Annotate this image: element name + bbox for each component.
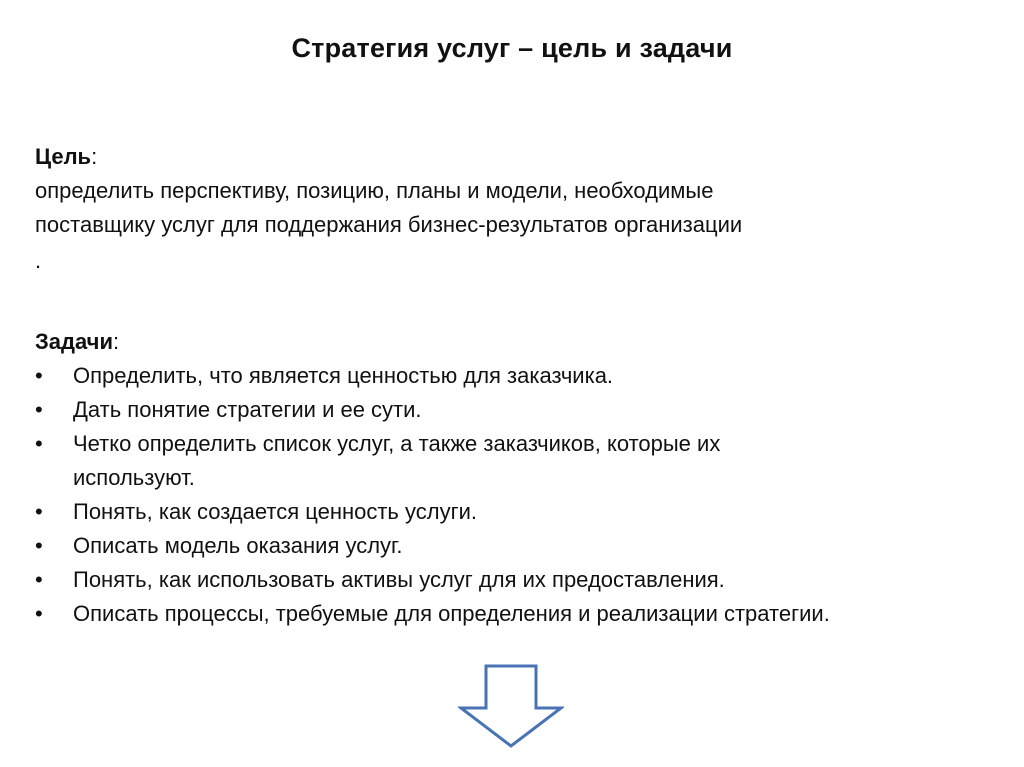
goal-label: Цель bbox=[35, 144, 92, 169]
task-text-continuation: используют. bbox=[73, 465, 195, 490]
bullet-icon: • bbox=[35, 431, 43, 456]
task-item bbox=[35, 529, 995, 563]
bullet-icon: • bbox=[35, 363, 43, 388]
goal-text-line-1: определить перспективу, позицию, планы и модели, необходимые bbox=[35, 178, 714, 203]
task-item bbox=[35, 495, 995, 529]
task-text: Дать понятие стратегии и ее сути. bbox=[73, 397, 422, 422]
task-item bbox=[35, 597, 995, 631]
task-item bbox=[35, 427, 995, 495]
goal-text-line-2: поставщику услуг для поддержания бизнес-результатов организации bbox=[35, 212, 743, 237]
task-text: Понять, как создается ценность услуги. bbox=[73, 499, 478, 524]
task-item bbox=[35, 359, 995, 393]
slide-title: Стратегия услуг – цель и задачи bbox=[291, 33, 733, 63]
bullet-icon: • bbox=[35, 567, 43, 592]
tasks-label: Задачи bbox=[35, 329, 113, 354]
goal-trailing-dot: . bbox=[35, 248, 42, 273]
goal-section bbox=[35, 140, 985, 242]
task-text: Определить, что является ценностью для заказчика. bbox=[73, 363, 614, 388]
goal-heading bbox=[35, 140, 985, 174]
bullet-icon: • bbox=[35, 533, 43, 558]
bullet-icon: • bbox=[35, 397, 43, 422]
bullet-icon: • bbox=[35, 499, 43, 524]
task-text: Четко определить список услуг, а также заказчиков, которые их bbox=[73, 431, 721, 456]
task-item bbox=[35, 393, 995, 427]
tasks-colon: : bbox=[112, 329, 120, 354]
tasks-section bbox=[35, 325, 995, 631]
task-item bbox=[35, 563, 995, 597]
task-text: Описать модель оказания услуг. bbox=[73, 533, 403, 558]
down-arrow-icon bbox=[458, 664, 564, 748]
task-text: Понять, как использовать активы услуг для их предоставления. bbox=[73, 567, 725, 592]
task-list bbox=[35, 359, 995, 631]
down-arrow-shape bbox=[461, 666, 561, 746]
bullet-icon: • bbox=[35, 601, 43, 626]
tasks-heading bbox=[35, 325, 995, 359]
goal-colon: : bbox=[91, 144, 98, 169]
task-text: Описать процессы, требуемые для определения и реализации стратегии. bbox=[73, 601, 830, 626]
